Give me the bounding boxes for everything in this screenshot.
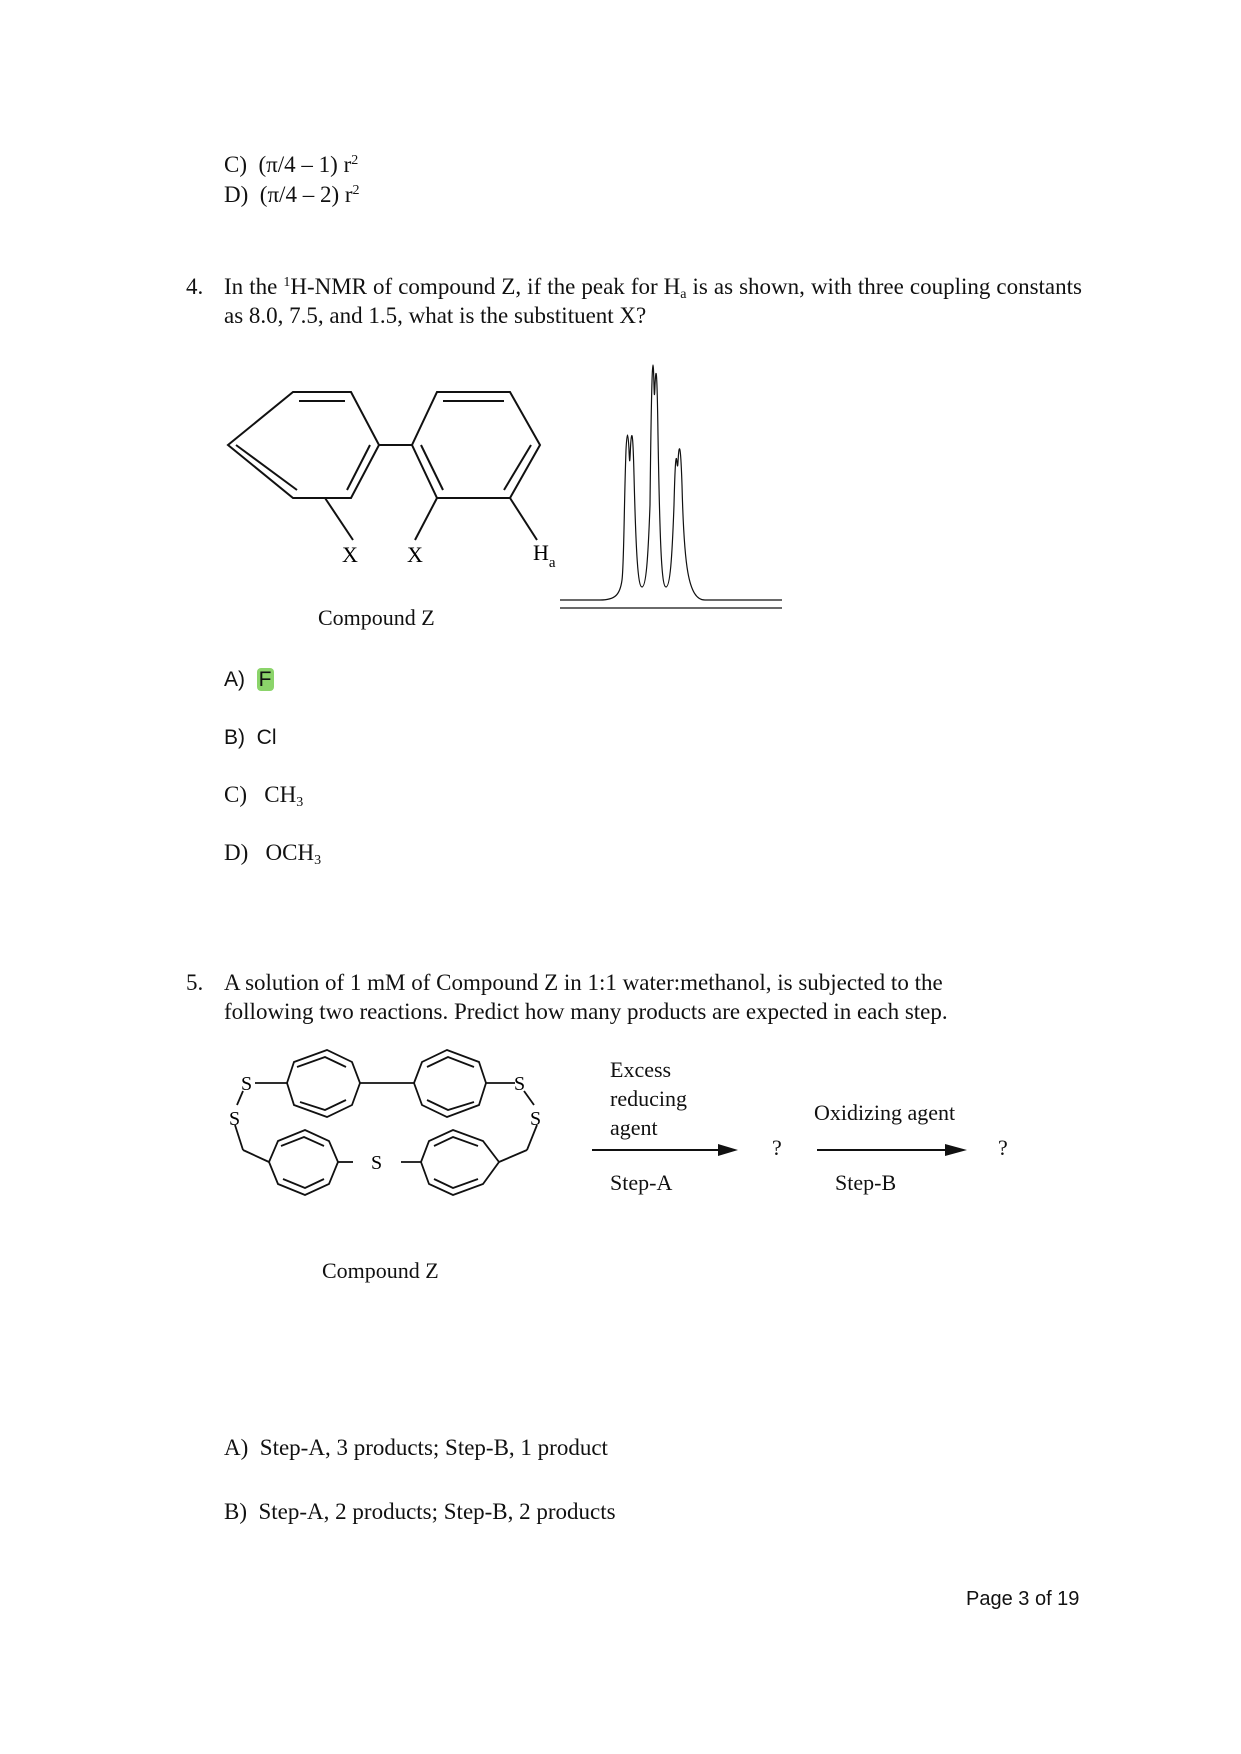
substituent-x-right: X (407, 542, 423, 567)
compound-z-caption-q5: Compound Z (322, 1258, 439, 1283)
question-5-line-2: following two reactions. Predict how many products are expected in each step. (224, 999, 948, 1024)
q5-option-a[interactable]: A) Step-A, 3 products; Step-B, 1 product (224, 1435, 608, 1460)
step-a-product-unknown: ? (772, 1135, 782, 1160)
sulfur-atom-label: S (241, 1073, 253, 1095)
question-4-text: In the $^1$H-NMR of compound Z, if the peak for $H_a$ is as shown, with three coupling constants as 8.0, 7.5, and 1.5, what is the substituent X? (224, 274, 1082, 328)
q4-option-d[interactable]: D) $OCH_3$ (224, 840, 322, 868)
step-b-reagent: Oxidizing agent (814, 1100, 956, 1125)
compound-z-macrocycle-structure (215, 1045, 595, 1235)
step-b-product-unknown: ? (998, 1135, 1008, 1160)
question-4-number: 4. (186, 274, 204, 299)
page-number: Page 3 of 19 (966, 1588, 1080, 1610)
compound-z-caption-q4: Compound Z (318, 605, 435, 630)
step-a-reagent: Excess reducing agent (610, 1057, 687, 1140)
q4-option-b[interactable]: B) Cl (224, 726, 277, 749)
top-left-benzene-ring (287, 1050, 360, 1117)
compound-z-biphenyl-structure (200, 370, 580, 640)
bottom-left-benzene-ring (269, 1130, 338, 1195)
nmr-peak-spectrum (560, 355, 790, 625)
sulfur-atom-label: S (530, 1108, 542, 1130)
highlighted-answer: F (258, 668, 272, 691)
question-5-number: 5. (186, 970, 204, 995)
q4-option-a[interactable]: A) F (224, 668, 272, 691)
top-right-benzene-ring (414, 1050, 486, 1117)
q5-option-b[interactable]: B) Step-A, 2 products; Step-B, 2 products (224, 1499, 616, 1524)
sulfur-atom-label: S (514, 1073, 526, 1095)
right-benzene-ring (412, 392, 540, 498)
sulfur-atom-label: S (229, 1108, 241, 1130)
q4-option-c[interactable]: C) $CH_3$ (224, 782, 304, 810)
prev-option-c: C) (π/4 – 1) $r^2$ (224, 152, 359, 177)
prev-option-d: D) (π/4 – 2) $r^2$ (224, 182, 360, 207)
step-b-arrow (815, 1140, 970, 1160)
proton-ha-label: $H_a$ (533, 540, 556, 571)
substituent-x-left: X (342, 542, 358, 567)
step-b-label: Step-B (835, 1170, 897, 1195)
left-benzene-ring (228, 392, 379, 498)
question-5-line-1: A solution of 1 mM of Compound Z in 1:1 water:methanol, is subjected to the (224, 970, 943, 995)
step-a-label: Step-A (610, 1170, 673, 1195)
step-a-arrow (590, 1140, 740, 1160)
sulfur-atom-label: S (371, 1152, 383, 1174)
